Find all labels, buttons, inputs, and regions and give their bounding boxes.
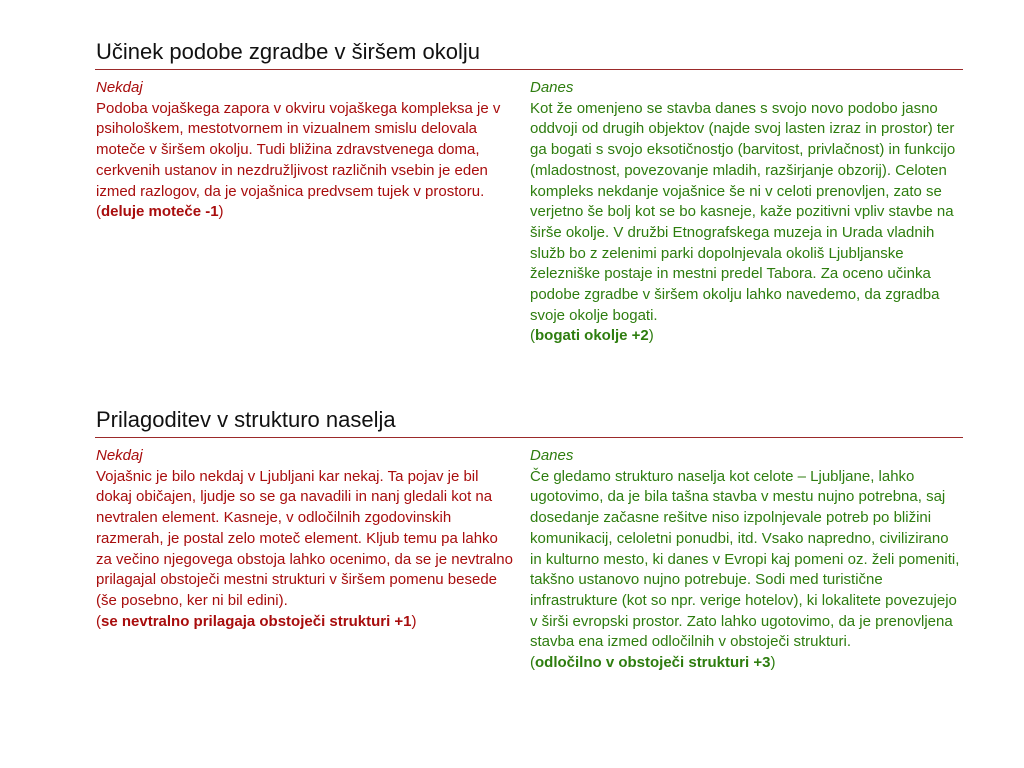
verdict-open-paren: (: [96, 612, 101, 630]
verdict-close-paren: ): [770, 654, 776, 672]
verdict-open-paren: (: [530, 654, 535, 672]
verdict-text: se nevtralno prilagaja obstoječi strukturi +1: [101, 612, 412, 630]
column-label-then: Nekdaj: [96, 447, 143, 464]
column-text-now: Če gledamo strukturo naselja kot celote – Ljubljane, lahko ugotovimo, da je bila tašna stavba v mestu nujno potrebna, saj dosedanje začasne rešitve niso izpolnjevale potreb po bližini komunikacij, celoletni ponudbi, itd. Vsako napredno, civilizirano in kulturno mesto, ki danes v Evropi kaj pomeni oz. želi pomeniti, takšno ustanovo nujno potrebuje. Sodi med turistične infrastrukture (kot so npr. verige hotelov), ki lokalitete povezujejo v širši evropski prostor. Zato lahko ugotovimo, da je prenovljena stavba ena izmed odločilnih v obstoječi strukturi.: [530, 467, 960, 651]
column-then: [96, 446, 516, 632]
verdict-text: odločilno v obstoječi strukturi +3: [535, 654, 771, 672]
title-divider: [95, 69, 963, 70]
column-label-now: Danes: [530, 447, 574, 464]
column-label-now: Danes: [530, 79, 574, 96]
column-text-then: Podoba vojaškega zapora v okviru vojaškega kompleksa je v psihološkem, mestotvornem in vizualnem smislu delovala moteče v širšem okolju. Tudi bližina zdravstvenega doma, cerkvenih ustanov in nezdružljivost različnih vsebin je eden izmed razlogov, da je vojašnica predvsem tujek v prostoru.: [96, 99, 501, 200]
title-divider: [95, 437, 963, 438]
verdict-open-paren: (: [530, 327, 535, 345]
verdict-text: bogati okolje +2: [535, 327, 649, 345]
verdict-then: [96, 202, 516, 223]
verdict-close-paren: ): [648, 327, 654, 345]
verdict-then: [96, 612, 516, 633]
section-settlement-structure: [95, 406, 963, 672]
column-text-then: Vojašnic je bilo nekdaj v Ljubljani kar nekaj. Ta pojav je bil dokaj običajen, ljudje so se ga navadili in nanj gledali kot na nevtralen element. Kasneje, v odločilnih zgodovinskih razmerah, je postal zelo moteč element. Kljub temu pa lahko za večino njegovega obstoja lahko ocenimo, da se je nevtralno prilagajal obstoječi mestni strukturi v širšem pomenu besede (še posebno, ker ni bil edini).: [96, 467, 513, 609]
section-title: Učinek podobe zgradbe v širšem okolju: [96, 39, 480, 64]
verdict-open-paren: (: [96, 203, 101, 221]
section-title: Prilagoditev v strukturo naselja: [96, 407, 396, 432]
section-visual-impact: [95, 38, 963, 345]
column-now: [530, 446, 960, 674]
verdict-close-paren: ): [411, 612, 417, 630]
verdict-now: [530, 653, 960, 674]
verdict-now: [530, 326, 960, 347]
verdict-close-paren: ): [218, 203, 224, 221]
column-then: [96, 78, 516, 223]
column-text-now: Kot že omenjeno se stavba danes s svojo novo podobo jasno oddvoji od drugih objektov (najde svoj lasten izraz in prostor) ter ga bogati s svojo eksotičnostjo (barvitost, privlačnost) in funkcijo (mladostnost, povezovanje mladih, razširjanje obzorij). Celoten kompleks nekdanje vojašnice še ni v celoti prenovljen, zato se verjetno še bolj kot se bo kasneje, kaže pozitivni vpliv stavbe na širše okolje. V družbi Etnografskega muzeja in Urada vladnih služb bo z zelenimi parki dopolnjevala okoliš Ljubljanske železniške postaje in mestni predel Tabora. Za oceno učinka podobe zgradbe v širšem okolju lahko navedemo, da zgradba svoje okolje bogati.: [530, 99, 956, 324]
column-label-then: Nekdaj: [96, 79, 143, 96]
column-now: [530, 78, 960, 347]
verdict-text: deluje moteče -1: [101, 203, 219, 221]
